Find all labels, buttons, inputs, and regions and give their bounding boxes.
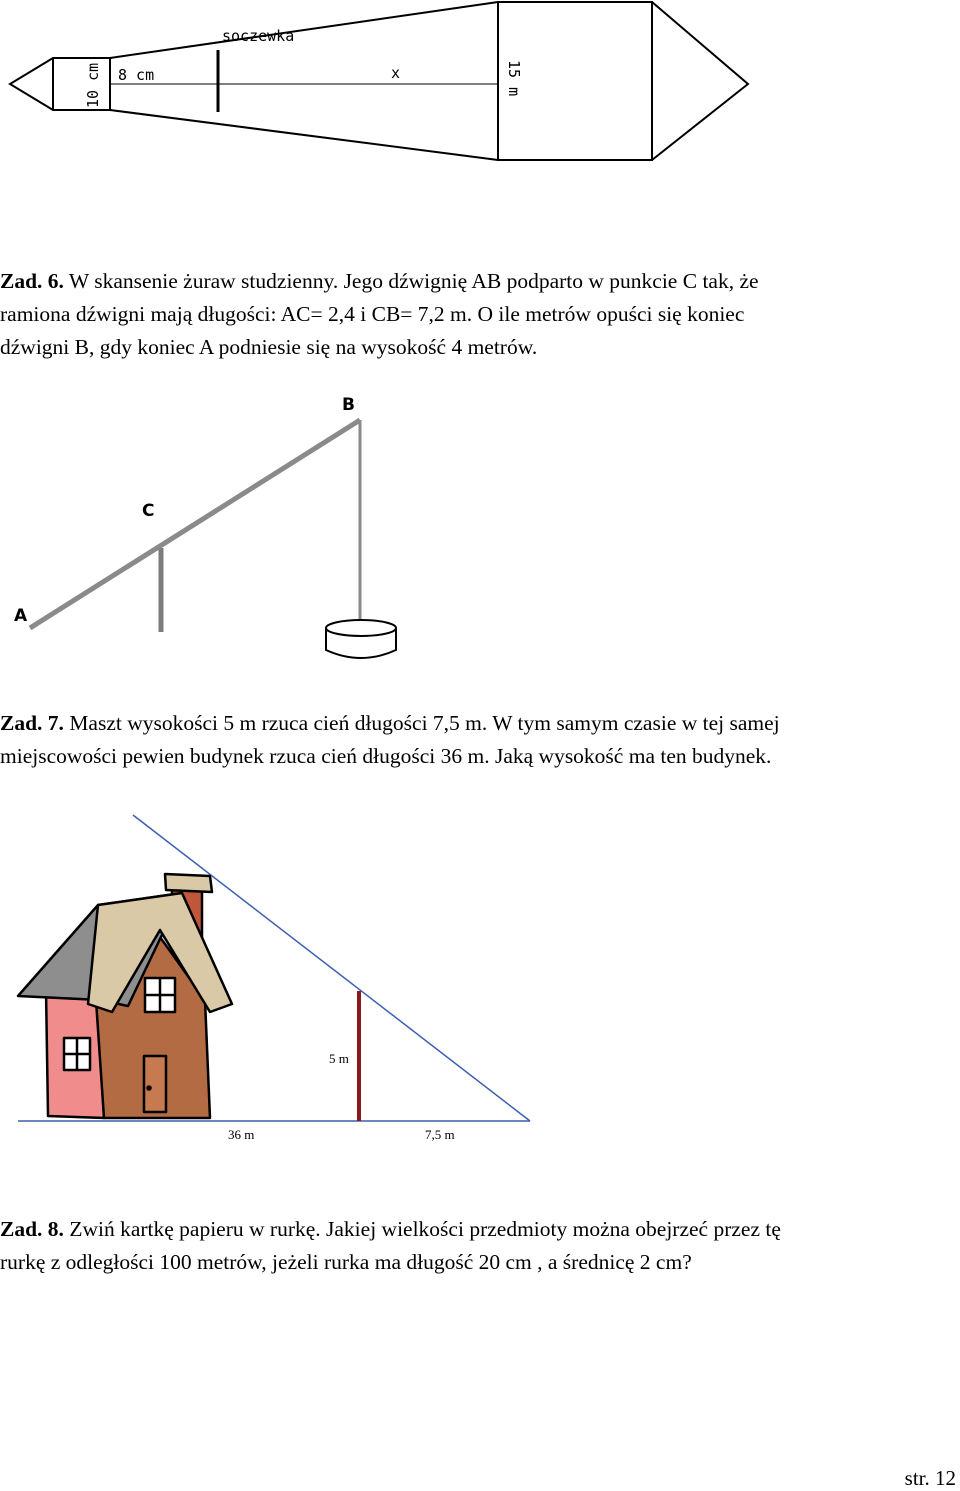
task-6-line-3: dźwigni B, gdy koniec A podniesie się na wysokość 4 metrów. xyxy=(0,335,538,359)
task-7-number: Zad. 7. xyxy=(0,711,64,735)
task-8-line-1: Zad. 8. Zwiń kartkę papieru w rurkę. Jakiej wielkości przedmioty można obejrzeć przez tę xyxy=(0,1217,781,1241)
task-8-number: Zad. 8. xyxy=(0,1217,64,1241)
task-6-number: Zad. 6. xyxy=(0,269,64,293)
mast-shadow-label: 7,5 m xyxy=(425,1127,455,1142)
distance-x-label: x xyxy=(391,64,401,82)
distance-8cm-label: 8 cm xyxy=(118,66,155,84)
lens-label: soczewka xyxy=(222,27,295,45)
house-shadow-label: 36 m xyxy=(228,1127,255,1142)
task-7-line-2: miejscowości pewien budynek rzuca cień długości 36 m. Jaką wysokość ma ten budynek. xyxy=(0,744,772,768)
task-7-line-1: Zad. 7. Maszt wysokości 5 m rzuca cień długości 7,5 m. W tym samym czasie w tej samej xyxy=(0,711,780,735)
task-6-line-1: Zad. 6. W skansenie żuraw studzienny. Jego dźwignię AB podparto w punkcie C tak, że xyxy=(0,269,759,293)
height-10cm-label: 10 cm xyxy=(84,62,102,108)
point-c-label: C xyxy=(142,501,155,521)
mast-height-label: 5 m xyxy=(329,1051,349,1066)
task-8-line-2: rurkę z odległości 100 metrów, jeżeli rurka ma długość 20 cm , a średnicę 2 cm? xyxy=(0,1250,692,1274)
task-8-text xyxy=(0,1213,960,1279)
point-b-label: B xyxy=(342,395,355,415)
height-15m-label: 15 m xyxy=(505,60,523,97)
page-number: str. 12 xyxy=(904,1466,956,1490)
point-a-label: A xyxy=(14,606,28,626)
task-6-line-2: ramiona dźwigni mają długości: AC= 2,4 i CB= 7,2 m. O ile metrów opuści się koniec xyxy=(0,302,745,326)
house-icon xyxy=(18,874,232,1118)
